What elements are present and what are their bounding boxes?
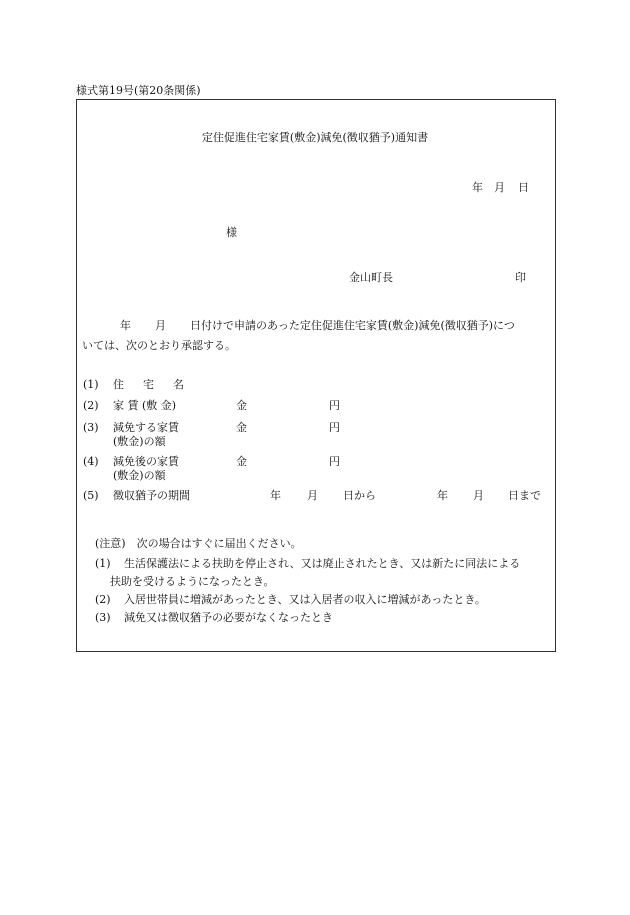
addressee-suffix: 様	[226, 226, 237, 239]
item-label: 家 賃 (敷 金)	[113, 399, 177, 412]
period-from-year: 年	[270, 489, 281, 502]
note-number: (2)	[95, 593, 111, 606]
issuer-name: 金山町長	[349, 271, 393, 284]
item-label-char: 住	[113, 378, 124, 391]
item-label: 減免後の家賃	[113, 455, 179, 468]
item-number: (3)	[83, 421, 99, 434]
period-to-month: 月	[473, 489, 484, 502]
date-day: 日	[518, 181, 529, 194]
note-number: (3)	[95, 611, 111, 624]
form-number-label: 様式第19号(第20条関係)	[76, 84, 201, 97]
document-title: 定住促進住宅家賃(敷金)減免(徴収猶予)通知書	[201, 131, 429, 144]
period-to-day: 日まで	[508, 489, 541, 502]
date-year: 年	[472, 181, 483, 194]
issuer-seal: 印	[515, 271, 526, 284]
amount-unit: 円	[329, 455, 340, 468]
date-month: 月	[494, 181, 505, 194]
item-number: (2)	[83, 399, 99, 412]
note-text-line-2: 扶助を受けるようになったとき。	[110, 575, 275, 588]
period-from-month: 月	[307, 489, 318, 502]
body-line-1: 日付けで申請のあった定住促進住宅家賃(敷金)減免(徴収猶予)につ	[190, 319, 515, 332]
amount-prefix: 金	[236, 455, 247, 468]
notes-heading: (注意) 次の場合はすぐに届出ください。	[95, 537, 302, 550]
body-line-2: いては、次のとおり承認する。	[82, 339, 236, 352]
note-text: 生活保護法による扶助を停止され、又は廃止されたとき、又は新たに同法による	[124, 557, 521, 570]
item-label: 減免する家賃	[113, 421, 179, 434]
note-text: 減免又は徴収猶予の必要がなくなったとき	[124, 611, 333, 624]
item-label-char: 名	[173, 378, 184, 391]
note-number: (1)	[95, 557, 111, 570]
item-label-char: 宅	[143, 378, 154, 391]
item-label-line-2: (敷金)の額	[113, 435, 166, 448]
amount-unit: 円	[329, 399, 340, 412]
body-year: 年	[120, 319, 131, 332]
amount-prefix: 金	[236, 421, 247, 434]
item-label: 徴収猶予の期間	[113, 489, 190, 502]
item-number: (5)	[83, 489, 99, 502]
period-from-day: 日から	[343, 489, 376, 502]
item-number: (4)	[83, 455, 99, 468]
body-month: 月	[155, 319, 166, 332]
note-text: 入居世帯員に増減があったとき、又は入居者の収入に増減があったとき。	[124, 593, 486, 606]
period-to-year: 年	[437, 489, 448, 502]
item-label-line-2: (敷金)の額	[113, 469, 166, 482]
amount-prefix: 金	[236, 399, 247, 412]
item-number: (1)	[83, 378, 99, 391]
amount-unit: 円	[329, 421, 340, 434]
